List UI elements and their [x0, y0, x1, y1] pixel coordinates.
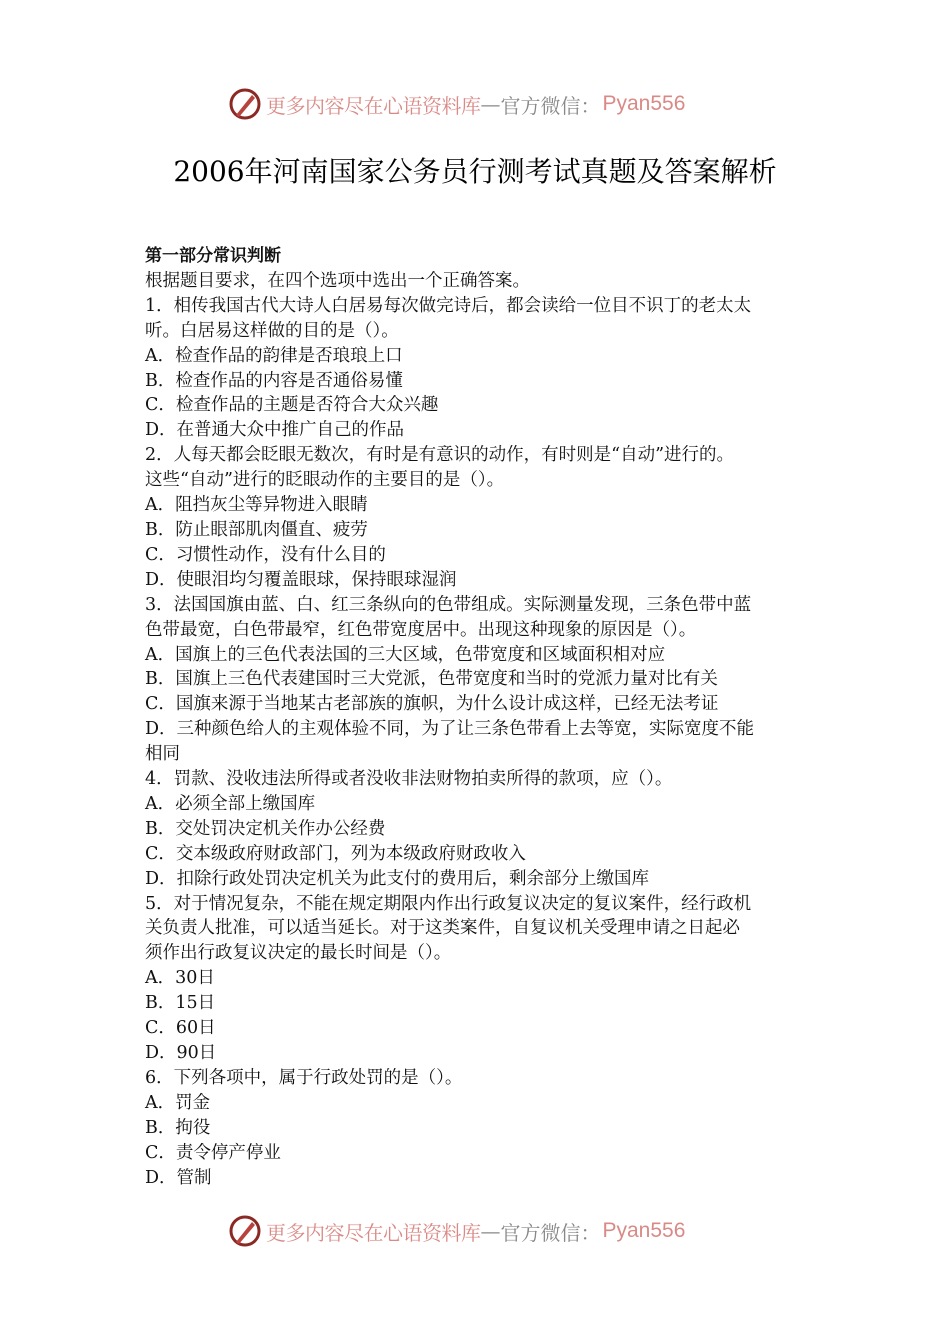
banner-wechat-id: Pyan556 — [602, 1219, 686, 1242]
text-line: 3．法国国旗由蓝、白、红三条纵向的色带组成。实际测量发现，三条色带中蓝 — [145, 594, 752, 615]
text-line: A．阻挡灰尘等异物进入眼睛 — [145, 495, 368, 516]
text-line: 6．下列各项中，属于行政处罚的是（）。 — [145, 1067, 463, 1088]
text-line: D．扣除行政处罚决定机关为此支付的费用后，剩余部分上缴国库 — [145, 868, 650, 889]
text-line: 2．人每天都会眨眼无数次，有时是有意识的动作，有时则是“自动”进行的。 — [145, 445, 735, 466]
text-line: C．检查作品的主题是否符合大众兴趣 — [145, 395, 439, 416]
header-watermark-banner — [228, 84, 728, 124]
text-line: D．90日 — [145, 1043, 217, 1063]
text-line: D．管制 — [145, 1167, 212, 1188]
text-line: C．责令停产停业 — [145, 1142, 281, 1163]
text-line: B．15日 — [145, 993, 216, 1014]
section-heading: 第一部分常识判断 — [145, 246, 281, 266]
pen-logo-icon — [228, 1214, 262, 1248]
text-line: 根据题目要求，在四个选项中选出一个正确答案。 — [145, 270, 530, 291]
text-line: 4．罚款、没收违法所得或者没收非法财物拍卖所得的款项，应（）。 — [145, 769, 673, 790]
text-line: D．使眼泪均匀覆盖眼球，保持眼球湿润 — [145, 569, 457, 590]
text-line: A．30日 — [145, 968, 215, 989]
text-line: 1．相传我国古代大诗人白居易每次做完诗后，都会读给一位目不识丁的老太太 — [145, 295, 752, 316]
question-lines — [145, 269, 825, 1191]
text-line: A．罚金 — [145, 1092, 211, 1113]
text-line: C．交本级政府财政部门，列为本级政府财政收入 — [145, 843, 526, 864]
text-line: 须作出行政复议决定的最长时间是（）。 — [145, 943, 452, 964]
text-line: A．必须全部上缴国库 — [145, 793, 316, 814]
text-line: C．习惯性动作，没有什么目的 — [145, 544, 386, 565]
banner-wechat-id: Pyan556 — [602, 92, 686, 115]
text-line: B．国旗上三色代表建国时三大党派，色带宽度和当时的党派力量对比有关 — [145, 669, 718, 690]
text-line: 5．对于情况复杂，不能在规定期限内作出行政复议决定的复议案件，经行政机 — [145, 893, 752, 914]
banner-site-text: 更多内容尽在心语资料库 — [266, 1220, 481, 1245]
document-body — [145, 244, 825, 1190]
text-line: 这些“自动”进行的眨眼动作的主要目的是（）。 — [145, 470, 505, 491]
text-line: 相同 — [145, 744, 180, 765]
text-line: B．检查作品的内容是否通俗易懂 — [145, 370, 403, 391]
banner-dash: — — [480, 92, 501, 116]
text-line: B．交处罚决定机关作办公经费 — [145, 818, 386, 839]
text-line: 关负责人批准，可以适当延长。对于这类案件，自复议机关受理申请之日起必 — [145, 918, 740, 939]
banner-wechat-label: 官方微信： — [500, 1220, 601, 1245]
text-line: 听。白居易这样做的目的是（）。 — [145, 320, 399, 341]
text-line: D．在普通大众中推广自己的作品 — [145, 420, 405, 441]
text-line: A．国旗上的三色代表法国的三大区域，色带宽度和区域面积相对应 — [145, 644, 666, 665]
banner-wechat-label: 官方微信： — [500, 93, 601, 118]
text-line: C．国旗来源于当地某古老部族的旗帜，为什么设计成这样，已经无法考证 — [145, 694, 719, 715]
text-line: D．三种颜色给人的主观体验不同，为了让三条色带看上去等宽，实际宽度不能 — [145, 719, 755, 740]
text-line: C．60日 — [145, 1018, 216, 1039]
text-line: 色带最宽，白色带最窄，红色带宽度居中。出现这种现象的原因是（）。 — [145, 619, 697, 640]
text-line: B．拘役 — [145, 1117, 211, 1138]
text-line: A．检查作品的韵律是否琅琅上口 — [145, 345, 403, 366]
document-title: 2006年河南国家公务员行测考试真题及答案解析 — [173, 155, 777, 188]
footer-watermark-banner — [228, 1211, 728, 1251]
banner-site-text: 更多内容尽在心语资料库 — [266, 93, 481, 118]
banner-dash: — — [480, 1219, 501, 1243]
text-line: B．防止眼部肌肉僵直、疲劳 — [145, 519, 368, 540]
pen-logo-icon — [228, 87, 262, 121]
